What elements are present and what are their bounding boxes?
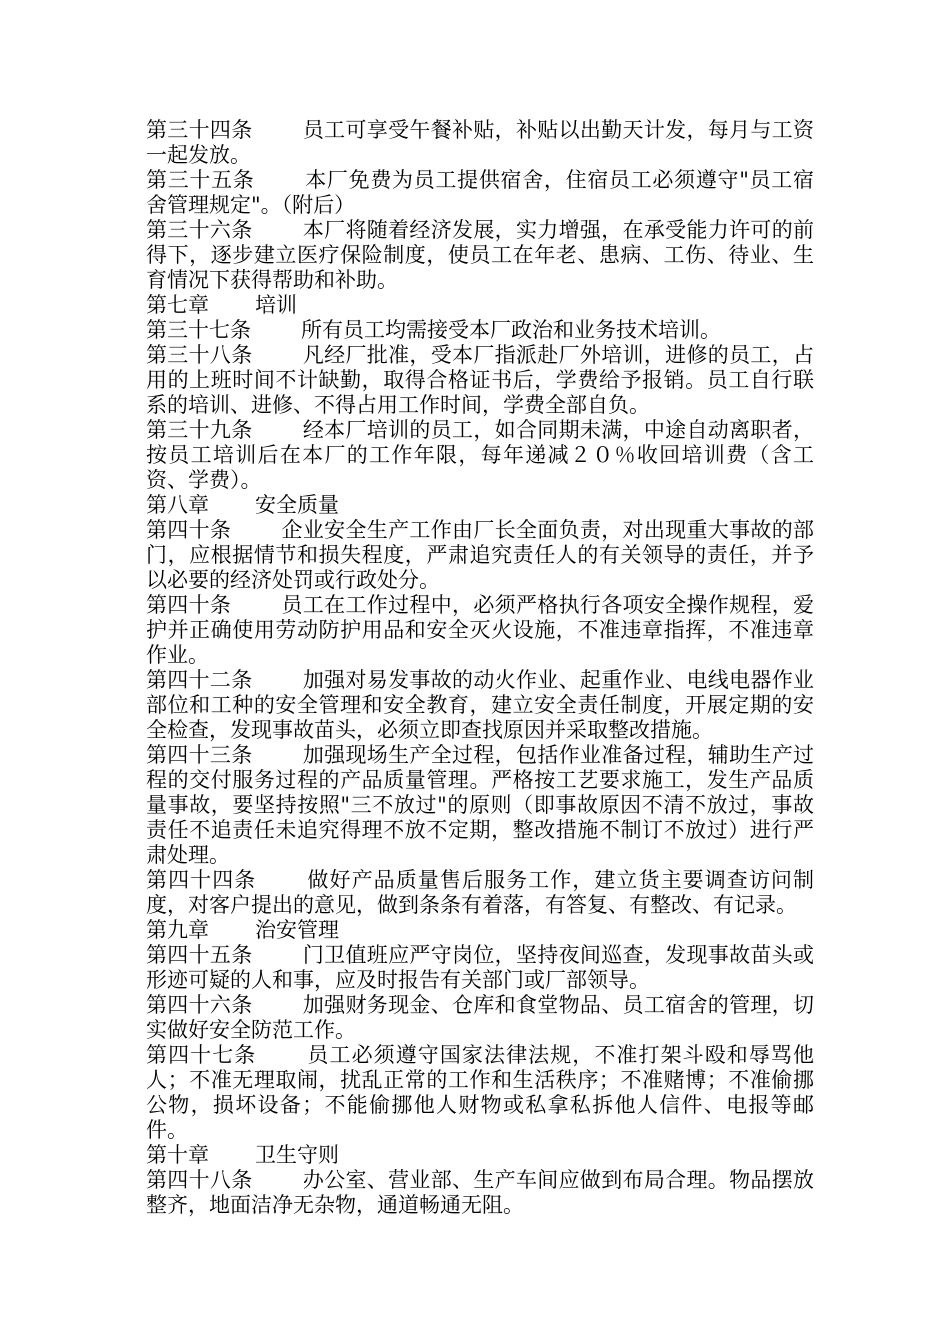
- article-label: 第三十六条: [146, 218, 253, 242]
- article-label: 第四十条: [146, 593, 232, 617]
- chapter-title: 卫生守则: [255, 1143, 339, 1167]
- article-text: 员工必须遵守国家法律法规，不准打架斗殴和辱骂他人；不准无理取闹，扰乱正常的工作和生活秩序；不准赌博；不准偷挪公物，损坏设备；不能偷挪他人财物或私拿私拆他人信件、电报等邮件。: [146, 1043, 815, 1142]
- article-text: 员工可享受午餐补贴，补贴以出勤天计发，每月与工资一起发放。: [146, 118, 815, 167]
- article-text: 本厂免费为员工提供宿舍，住宿员工必须遵守"员工宿舍管理规定"。（附后）: [146, 168, 814, 217]
- article-36: [146, 218, 814, 293]
- article-text: 做好产品质量售后服务工作，建立货主要调查访问制度，对客户提出的意见，做到条条有着落，有答复、有整改、有记录。: [146, 868, 815, 917]
- article-38: [146, 343, 814, 418]
- article-39: [146, 418, 814, 493]
- article-text: 加强财务现金、仓库和食堂物品、员工宿舍的管理，切实做好安全防范工作。: [146, 993, 815, 1042]
- chapter-label: 第十章: [146, 1143, 209, 1167]
- article-48: [146, 1168, 814, 1218]
- chapter-9-heading: [146, 918, 814, 943]
- article-43: [146, 743, 814, 868]
- article-label: 第四十条: [146, 518, 232, 542]
- article-text: 凡经厂批准，受本厂指派赴厂外培训，进修的员工，占用的上班时间不计缺勤，取得合格证书后，学费给予报销。员工自行联系的培训、进修、不得占用工作时间，学费全部自负。: [146, 343, 815, 417]
- chapter-label: 第八章: [146, 493, 209, 517]
- article-label: 第四十五条: [146, 943, 253, 967]
- article-47: [146, 1043, 814, 1143]
- article-text: 门卫值班应严守岗位，坚持夜间巡查，发现事故苗头或形迹可疑的人和事，应及时报告有关部门或厂部领导。: [146, 943, 815, 992]
- article-label: 第四十七条: [146, 1043, 257, 1067]
- article-text: 所有员工均需接受本厂政治和业务技术培训。: [301, 318, 721, 342]
- article-label: 第三十八条: [146, 343, 253, 367]
- article-42: [146, 668, 814, 743]
- chapter-label: 第七章: [146, 293, 209, 317]
- chapter-label: 第九章: [146, 918, 209, 942]
- article-text: 员工在工作过程中，必须严格执行各项安全操作规程，爱护并正确使用劳动防护用品和安全灭火设施，不准违章指挥，不准违章作业。: [146, 593, 815, 667]
- article-41: [146, 593, 814, 668]
- article-text: 企业安全生产工作由厂长全面负责，对出现重大事故的部门，应根据情节和损失程度，严肃追究责任人的有关领导的责任，并予以必要的经济处罚或行政处分。: [146, 518, 815, 592]
- article-label: 第四十六条: [146, 993, 253, 1017]
- article-text: 加强现场生产全过程，包括作业准备过程，辅助生产过程的交付服务过程的产品质量管理。严格按工艺要求施工，发生产品质量事故，要坚持按照"三不放过"的原则（即事故原因不清不放过，事故责任不追责任未追究得理不放不定期，整改措施不制订不放过）进行严肃处理。: [146, 743, 815, 867]
- article-37: [146, 318, 814, 343]
- article-text: 经本厂培训的员工，如合同期未满，中途自动离职者，按员工培训后在本厂的工作年限，每年递减２０％收回培训费（含工资、学费）。: [146, 418, 815, 492]
- chapter-title: 培训: [255, 293, 297, 317]
- chapter-title: 治安管理: [255, 918, 339, 942]
- article-label: 第四十八条: [146, 1168, 253, 1192]
- article-34: [146, 118, 814, 168]
- chapter-7-heading: [146, 293, 814, 318]
- article-45: [146, 943, 814, 993]
- article-label: 第四十三条: [146, 743, 253, 767]
- article-35: [146, 168, 814, 218]
- article-46: [146, 993, 814, 1043]
- article-44: [146, 868, 814, 918]
- article-40: [146, 518, 814, 593]
- chapter-8-heading: [146, 493, 814, 518]
- article-text: 本厂将随着经济发展，实力增强，在承受能力许可的前得下，逐步建立医疗保险制度，使员工在年老、患病、工伤、待业、生育情况下获得帮助和补助。: [146, 218, 815, 292]
- article-label: 第三十五条: [146, 168, 255, 192]
- article-text: 加强对易发事故的动火作业、起重作业、电线电器作业部位和工种的安全管理和安全教育，建立安全责任制度，开展定期的安全检查，发现事故苗头，必须立即查找原因并采取整改措施。: [146, 668, 815, 742]
- chapter-title: 安全质量: [255, 493, 339, 517]
- article-label: 第三十四条: [146, 118, 253, 142]
- chapter-10-heading: [146, 1143, 814, 1168]
- article-label: 第四十二条: [146, 668, 253, 692]
- article-label: 第三十九条: [146, 418, 253, 442]
- document-body: [146, 118, 814, 1218]
- article-label: 第四十四条: [146, 868, 257, 892]
- article-text: 办公室、营业部、生产车间应做到布局合理。物品摆放整齐，地面洁净无杂物，通道畅通无阻。: [146, 1168, 815, 1217]
- article-label: 第三十七条: [146, 318, 251, 342]
